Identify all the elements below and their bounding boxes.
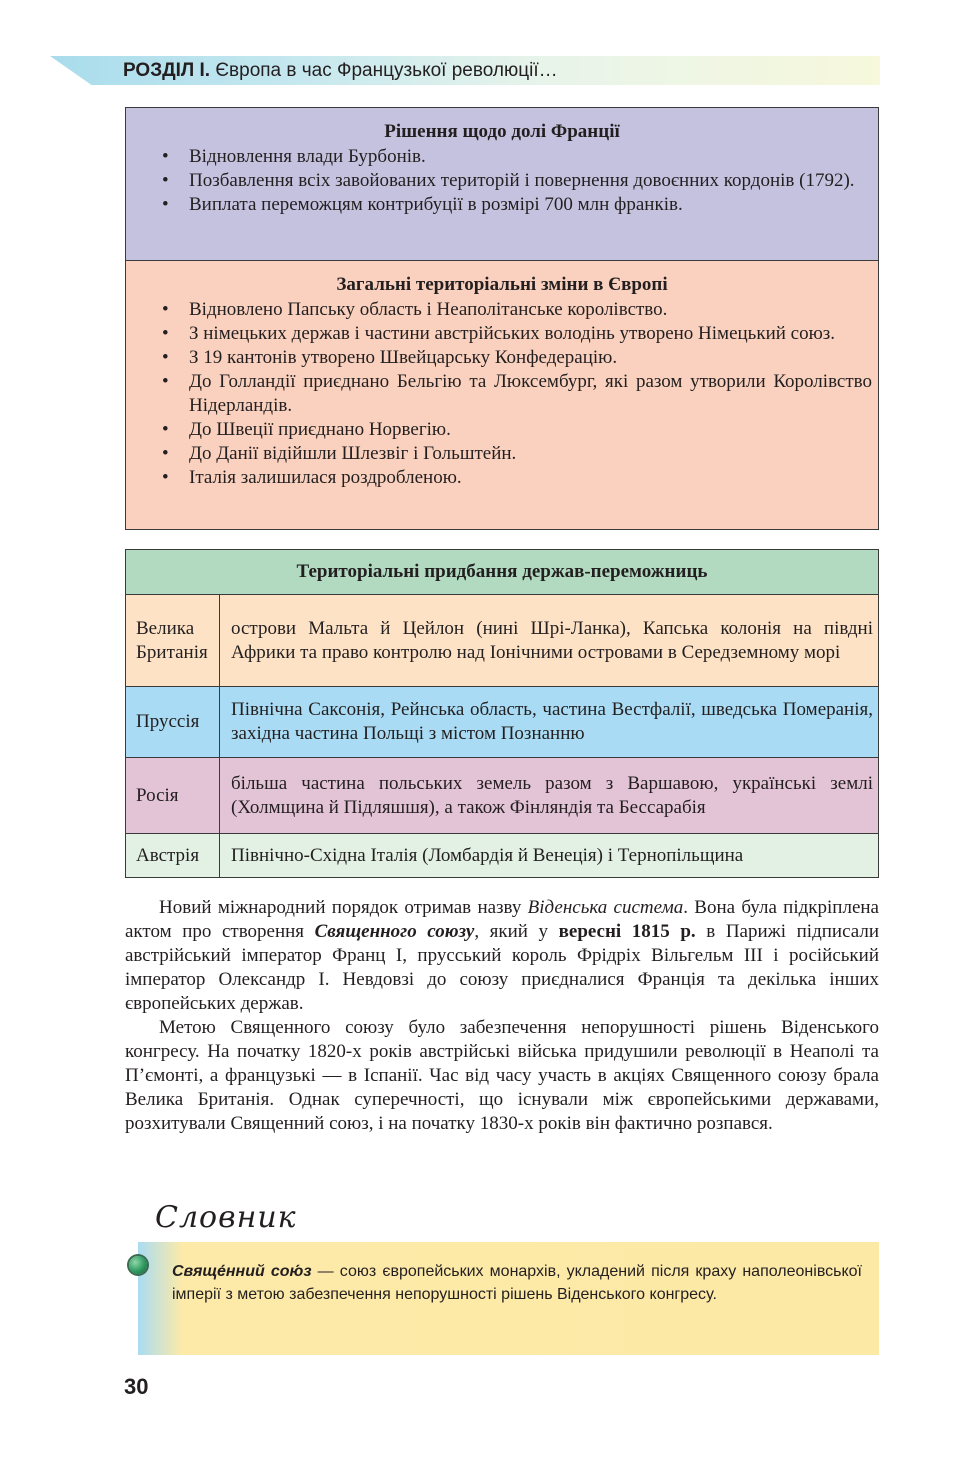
paragraph: Метою Священного союзу було забезпечення непорушності рішень Віденського конгресу. На початку 1820-х років австрійські війська придушили революції в Неаполі та П’ємонті, а французькі — в Іспанії. Час від часу участь в акціях Священного союзу брала Велика Британія. Однак суперечності, що існували між європейськими державами, розхитували Священний союз, і на початку 1830-х років він фактично розпався. bbox=[125, 1017, 879, 1134]
glossary-term: Свяще́нний сою́з bbox=[172, 1263, 312, 1280]
details-cell: Північна Саксонія, Рейнська область, частина Вестфалії, шведська Померанія, західна частина Польщі з містом Познанню bbox=[220, 687, 879, 758]
country-cell: Пруссія bbox=[126, 687, 220, 758]
country-cell: Росія bbox=[126, 758, 220, 834]
list-item: • До Данії відійшли Шлезвіг і Гольштейн. bbox=[162, 442, 872, 466]
country-cell: Велика Британія bbox=[126, 595, 220, 687]
list-item: • З 19 кантонів утворено Швейцарську Конфедерацію. bbox=[162, 346, 872, 370]
list-item: • До Швеції приєднано Норвегію. bbox=[162, 418, 872, 442]
text-run: . Вона була підкріплена актом про створення bbox=[125, 897, 879, 942]
text-run: , який у bbox=[474, 921, 559, 942]
france-title: Рішення щодо долі Франції bbox=[384, 121, 620, 142]
france-list bbox=[162, 145, 872, 217]
territory-table bbox=[125, 549, 879, 878]
france-section bbox=[126, 108, 878, 261]
europe-title: Загальні територіальні зміни в Європі bbox=[336, 274, 668, 295]
glossary-definition: — союз європейських монархів, укладений після краху наполеонівської імперії з метою забезпечення непорушності рішень Віденського конгресу. bbox=[172, 1263, 862, 1303]
details-cell: острови Мальта й Цейлон (нині Шрі-Ланка), Капська колонія на півдні Африки та право контролю над Іонічними островами в Середземному морі bbox=[220, 595, 879, 687]
page-number: 30 bbox=[124, 1374, 149, 1399]
term-holy-alliance: Священного союзу bbox=[314, 921, 475, 942]
header-section: РОЗДІЛ І. bbox=[123, 60, 211, 81]
list-item: • Відновлення влади Бурбонів. bbox=[162, 145, 872, 169]
list-item: • До Голландії приєднано Бельгію та Люксембург, які разом утворили Королівство Нідерландів. bbox=[162, 370, 872, 418]
table-row bbox=[126, 595, 879, 687]
table-title: Територіальні придбання держав-переможниць bbox=[126, 550, 879, 595]
list-item: • З німецьких держав і частини австрійських володінь утворено Німецький союз. bbox=[162, 322, 872, 346]
europe-list bbox=[162, 298, 872, 490]
table-row bbox=[126, 687, 879, 758]
running-header bbox=[123, 60, 558, 82]
glossary-entry bbox=[172, 1260, 862, 1306]
paragraph bbox=[125, 896, 879, 1016]
list-item: • Позбавлення всіх завойованих територій і повернення довоєнних кордонів (1792). bbox=[162, 169, 872, 193]
text-run: в Парижі підписали австрійський імператор Франц І, прусський король Фрідріх Вільгельм ІІІ і російський імператор Олександр І. Невдовзі до союзу приєдналися Франція та декілька інших європейських держав. bbox=[125, 921, 879, 1014]
list-item: • Італія залишилася роздробленою. bbox=[162, 466, 872, 490]
main-text bbox=[125, 896, 879, 1136]
glossary-heading: Словник bbox=[155, 1200, 297, 1235]
list-item: • Відновлено Папську область і Неаполітанське королівство. bbox=[162, 298, 872, 322]
list-item: • Виплата переможцям контрибуції в розмірі 700 млн франків. bbox=[162, 193, 872, 217]
bullet-dot-icon bbox=[129, 1256, 147, 1274]
decisions-box bbox=[125, 107, 879, 530]
europe-section bbox=[126, 261, 878, 529]
table-row bbox=[126, 758, 879, 834]
date-highlight: вересні 1815 р. bbox=[558, 921, 696, 942]
table-row bbox=[126, 834, 879, 878]
term-vienna-system: Віденська система bbox=[527, 897, 684, 918]
country-cell: Австрія bbox=[126, 834, 220, 878]
details-cell: більша частина польських земель разом з Варшавою, українські землі (Холмщина й Підляшшя), а також Фінляндія та Бессарабія bbox=[220, 758, 879, 834]
details-cell: Північно-Східна Італія (Ломбардія й Венеція) і Тернопільщина bbox=[220, 834, 879, 878]
header-title: Європа в час Французької революції… bbox=[215, 60, 558, 81]
text-run: Новий міжнародний порядок отримав назву bbox=[159, 897, 528, 918]
